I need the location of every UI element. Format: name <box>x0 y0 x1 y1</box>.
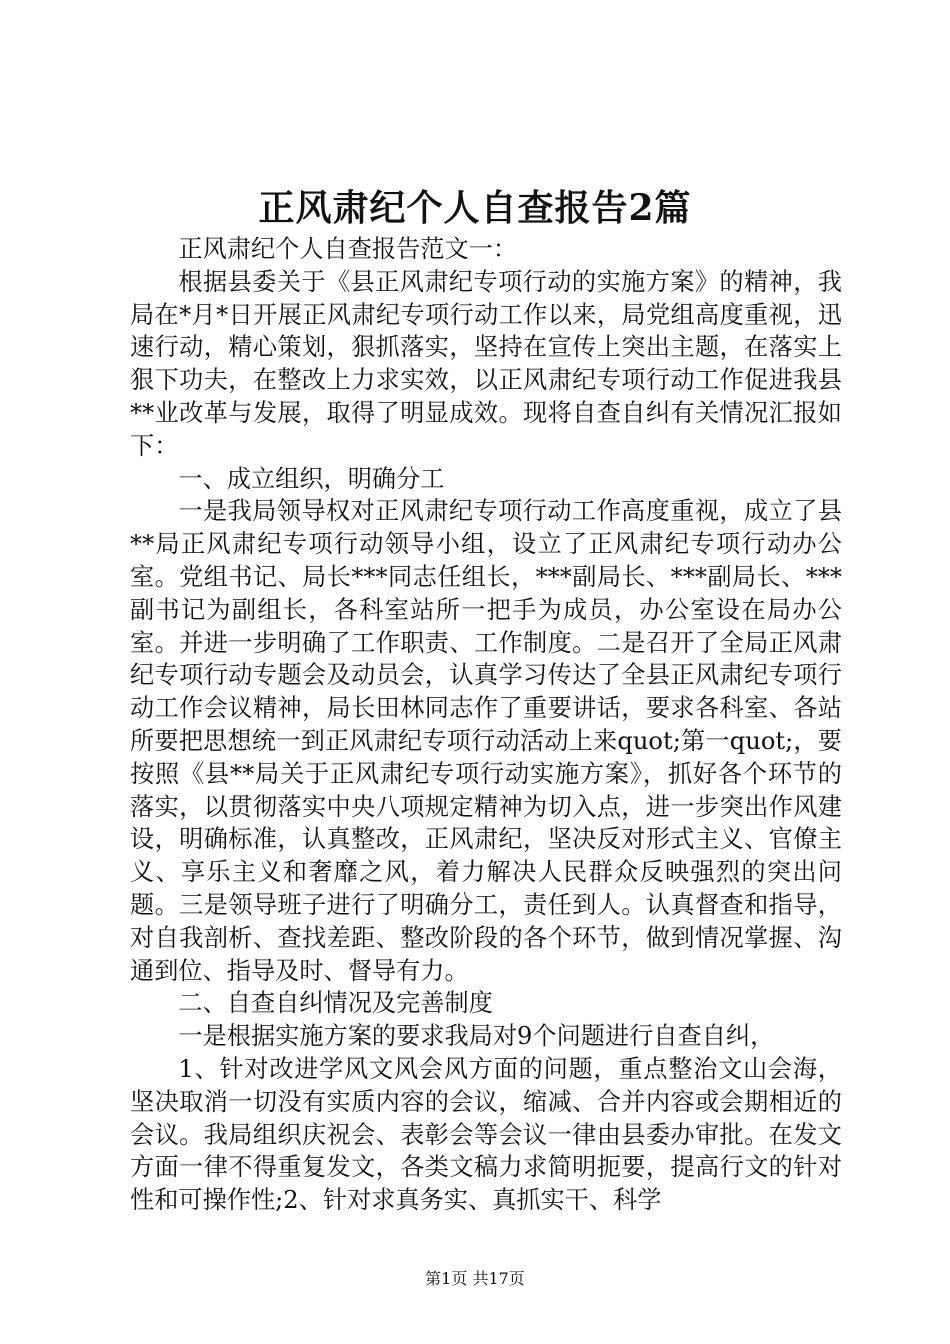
paragraph-intro: 正风肃纪个人自查报告范文一： <box>178 235 518 263</box>
paragraph: 一是我局领导权对正风肃纪专项行动工作高度重视，成立了县**局正风肃纪专项行动领导小组，设立了正风肃纪专项行动办公室。党组书记、局长***同志任组长，***副局长、***副局长、***副书记为副组长，各科室站所一把手为成员，办公室设在局办公室。并进一步明确了工作职责、工作制度。二是召开了全局正风肃纪专项行动专题会及动员会，认真学习传达了全县正风肃纪专项行动工作会议精神，局长田林同志作了重要讲话，要求各科室、各站所要把思想统一到正风肃纪专项行动活动上来quot;第一quot;，要按照《县**局关于正风肃纪专项行动实施方案》，抓好各个环节的落实，以贯彻落实中央八项规定精神为切入点，进一步突出作风建设，明确标准，认真整改，正风肃纪，坚决反对形式主义、官僚主义、享乐主义和奢靡之风，着力解决人民群众反映强烈的突出问题。三是领导班子进行了明确分工，责任到人。认真督查和指导，对自我剖析、查找差距、整改阶段的各个环节，做到情况掌握、沟通到位、指导及时、督导有力。 <box>130 497 842 985</box>
page-title: 正风肃纪个人自查报告2篇 <box>258 187 692 229</box>
paragraph: 根据县委关于《县正风肃纪专项行动的实施方案》的精神，我局在*月*日开展正风肃纪专项行动工作以来，局党组高度重视，迅速行动，精心策划，狠抓落实，坚持在宣传上突出主题，在落实上狠下功夫，在整改上力求实效，以正风肃纪专项行动工作促进我县**业改革与发展，取得了明显成效。现将自查自纠有关情况汇报如下： <box>130 267 842 460</box>
paragraph: 1、针对改进学风文风会风方面的问题，重点整治文山会海，坚决取消一切没有实质内容的会议，缩减、合并内容或会期相近的会议。我局组织庆祝会、表彰会等会议一律由县委办审批。在发文方面一律不得重复发文，各类文稿力求简明扼要，提高行文的针对性和可操作性;2、针对求真务实、真抓实干、科学 <box>130 1054 842 1215</box>
paragraph: 一是根据实施方案的要求我局对9个问题进行自查自纠， <box>178 1022 775 1051</box>
page-footer: 第1页 共17页 <box>425 1269 525 1288</box>
document-body <box>130 233 842 1217</box>
section-heading: 一、成立组织，明确分工 <box>178 464 445 493</box>
section-heading: 二、自查自纠情况及完善制度 <box>178 989 493 1018</box>
